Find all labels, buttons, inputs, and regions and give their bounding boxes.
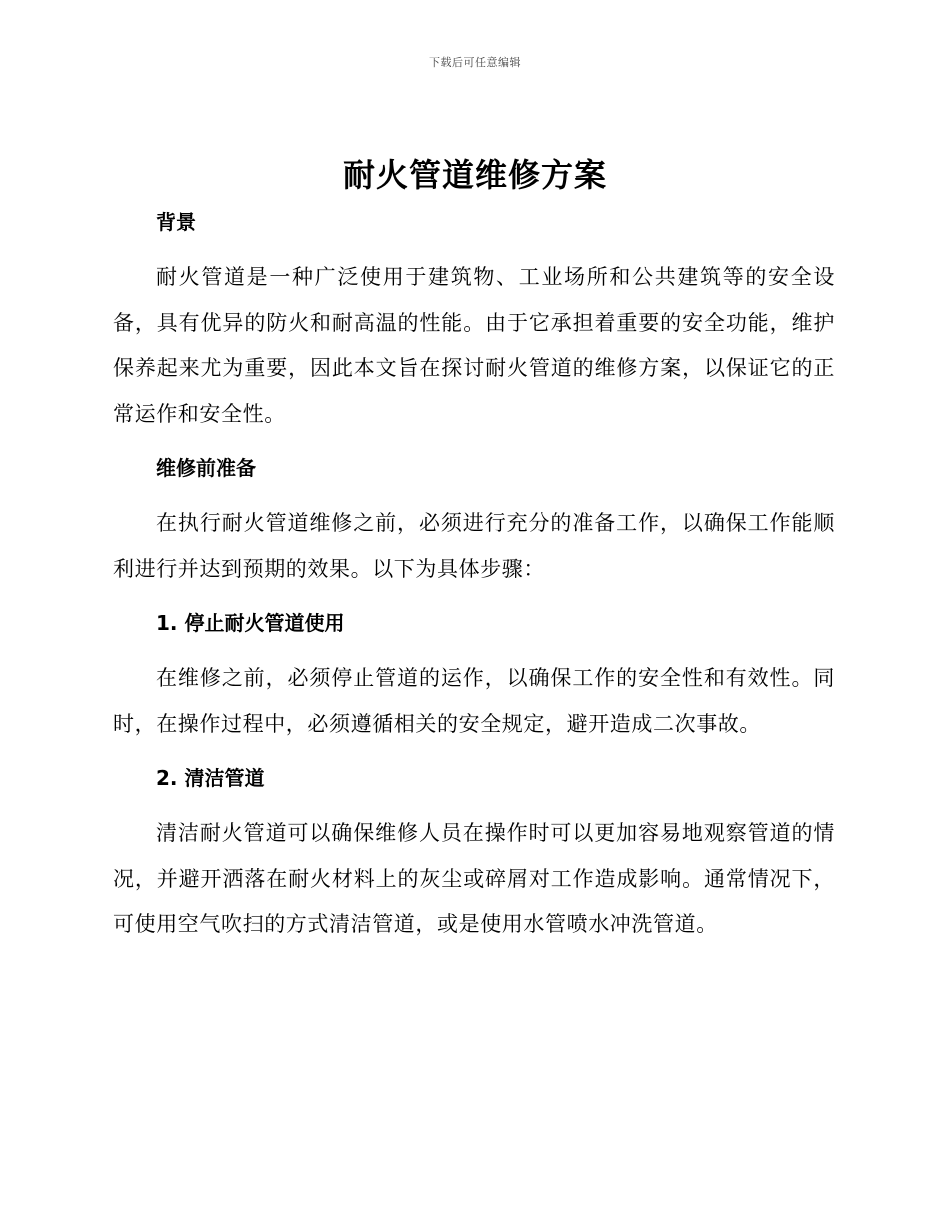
document-body	[113, 205, 835, 948]
section-heading-preparation: 维修前准备	[156, 456, 256, 480]
section-paragraph-stop-use: 在维修之前，必须停止管道的运作，以确保工作的安全性和有效性。同时，在操作过程中，必须遵循相关的安全规定，避开造成二次事故。	[113, 666, 835, 736]
section-paragraph-clean-pipe: 清洁耐火管道可以确保维修人员在操作时可以更加容易地观察管道的情况，并避开洒落在耐火材料上的灰尘或碎屑对工作造成影响。通常情况下，可使用空气吹扫的方式清洁管道，或是使用水管喷水冲洗管道。	[113, 821, 835, 936]
section-heading-background: 背景	[156, 210, 196, 234]
header-note: 下载后可任意编辑	[429, 56, 521, 69]
section-heading-clean-pipe: 2. 清洁管道	[156, 766, 265, 790]
document-title: 耐火管道维修方案	[342, 156, 607, 194]
section-heading-stop-use: 1. 停止耐火管道使用	[156, 611, 345, 635]
section-paragraph-background: 耐火管道是一种广泛使用于建筑物、工业场所和公共建筑等的安全设备，具有优异的防火和耐高温的性能。由于它承担着重要的安全功能，维护保养起来尤为重要，因此本文旨在探讨耐火管道的维修方案，以保证它的正常运作和安全性。	[113, 265, 835, 426]
section-paragraph-preparation: 在执行耐火管道维修之前，必须进行充分的准备工作，以确保工作能顺利进行并达到预期的效果。以下为具体步骤：	[113, 511, 835, 581]
